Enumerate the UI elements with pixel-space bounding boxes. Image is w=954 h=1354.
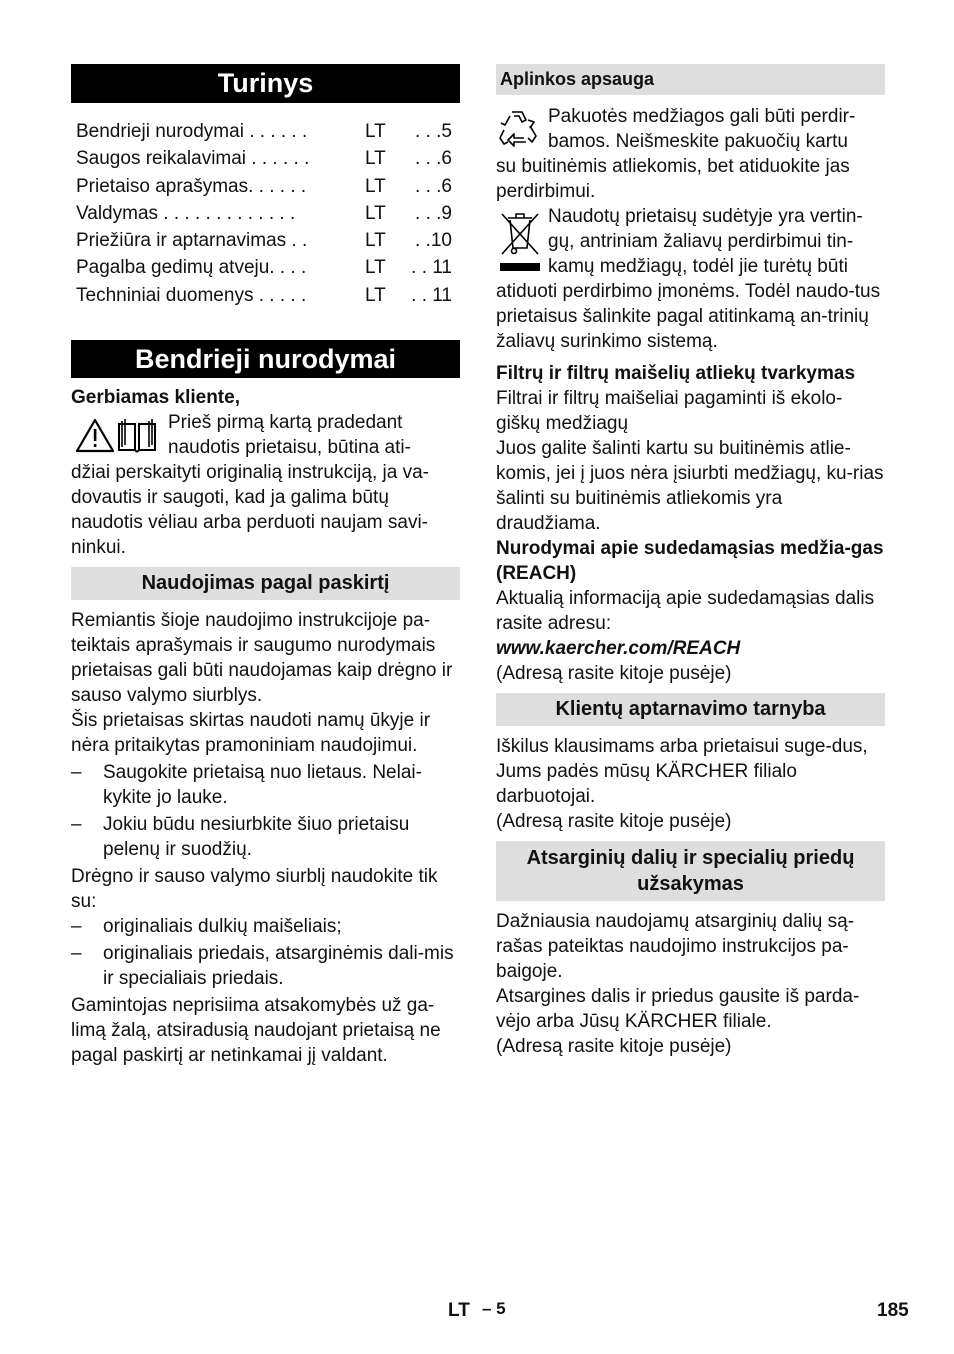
- weee-line-2: gų, antriniam žaliavų perdirbimui tin-: [548, 231, 854, 252]
- table-of-contents: [71, 119, 460, 310]
- toc-heading: Turinys: [71, 64, 460, 103]
- paragraph: Filtrai ir filtrų maišeliai pagaminti iš ekolo-giškų medžiagų: [496, 388, 843, 434]
- address-note: (Adresą rasite kitoje pusėje): [496, 811, 732, 832]
- toc-entry[interactable]: Techniniai duomenys . . . . . LT . . 11: [76, 284, 452, 306]
- reach-link[interactable]: www.kaercher.com/REACH: [496, 638, 741, 659]
- section-heading-intended-use: Naudojimas pagal paskirtį: [71, 567, 460, 600]
- subheading-filter: Filtrų ir filtrų maišelių atliekų tvarkymas: [496, 363, 856, 384]
- footer-page-label: – 5: [482, 1299, 506, 1318]
- section-heading-general: Bendrieji nurodymai: [71, 340, 460, 378]
- subheading-reach: Nurodymai apie sudedamąsias medžia-gas (REACH): [496, 538, 884, 584]
- paragraph: Šis prietaisas skirtas naudoti namų ūkyje ir nėra pritaikytas pramoniniam naudojimui.: [71, 710, 431, 756]
- footer-page-number: 185: [877, 1300, 909, 1321]
- weee-line-3: kamų medžiagų, todėl jie turėtų būti: [548, 256, 848, 277]
- toc-entry[interactable]: Pagalba gedimų atveju. . . . LT . . 11: [76, 257, 452, 279]
- recycle-line-2: bamos. Neišmeskite pakuočių kartu: [548, 131, 848, 152]
- intro-rest: džiai perskaityti originalią instrukciją, ja va-dovautis ir saugoti, kad ja galima būtų naudotis vėliau arba perduoti naujam savi-ninkui.: [71, 462, 429, 558]
- list-item: – Jokiu būdu nesiurbkite šiuo prietaisu pelenų ir suodžių.: [71, 814, 410, 860]
- toc-entry[interactable]: Saugos reikalavimai . . . . . . LT . . .6: [76, 148, 452, 170]
- intro-line-1: Prieš pirmą kartą pradedant: [168, 412, 403, 433]
- recycle-rest: su buitinėmis atliekomis, bet atiduokite jas perdirbimui.: [496, 156, 850, 202]
- recycle-line-1: Pakuotės medžiagos gali būti perdir-: [548, 106, 856, 127]
- weee-rest: atiduoti perdirbimo įmonėms. Todėl naudo-tus prietaisus šalinkite pagal atitinkamą an-trinių žaliavų surinkimo sistemą.: [496, 281, 881, 352]
- spares-body: [496, 909, 885, 1059]
- toc-entry[interactable]: Prietaiso aprašymas. . . . . . LT . . .6: [76, 175, 452, 197]
- paragraph: Drėgno ir sauso valymo siurblį naudokite tik su:: [71, 866, 438, 912]
- greeting: Gerbiamas kliente,: [71, 387, 240, 408]
- intended-use-body: [71, 608, 460, 1068]
- manual-book-icon: [115, 416, 159, 456]
- footer-language: LT: [448, 1300, 470, 1321]
- toc-entry[interactable]: Valdymas . . . . . . . . . . . . . LT . . .9: [76, 202, 452, 224]
- service-body: [496, 734, 885, 834]
- toc-entry[interactable]: Bendrieji nurodymai . . . . . . LT . . .5: [76, 121, 452, 142]
- paragraph: Atsargines dalis ir priedus gausite iš parda-vėjo arba Jūsų KÄRCHER filiale.: [496, 986, 860, 1032]
- crossed-out-bin-icon: [498, 208, 542, 276]
- list-item: – Saugokite prietaisą nuo lietaus. Nelai-kykite jo lauke.: [71, 762, 422, 808]
- list-item: – originaliais priedais, atsarginėmis dali-mis ir specialiais priedais.: [71, 943, 454, 989]
- environment-body: [496, 361, 885, 686]
- paragraph: Iškilus klausimams arba prietaisui suge-dus, Jums padės mūsų KÄRCHER filialo darbuotojai.: [496, 736, 868, 807]
- address-note: (Adresą rasite kitoje pusėje): [496, 1036, 732, 1057]
- section-heading-environment: Aplinkos apsauga: [496, 64, 885, 95]
- list-item: – originaliais dulkių maišeliais;: [71, 916, 342, 937]
- paragraph: Dažniausia naudojamų atsarginių dalių są-rašas pateiktas naudojimo instrukcijos pa-baigoje.: [496, 911, 855, 982]
- intro-line-2: naudotis prietaisu, būtina ati-: [168, 437, 411, 458]
- paragraph: Gamintojas neprisiima atsakomybės už ga-limą žalą, atsiradusią naudojant prietaisą ne pagal paskirtį ar netinkamai jį valdant.: [71, 995, 441, 1066]
- paragraph: Aktualią informaciją apie sudedamąsias dalis rasite adresu:: [496, 588, 875, 634]
- paragraph: Juos galite šalinti kartu su buitinėmis atlie-komis, jei į juos nėra įsiurbti medžiagų, ku-rias šalinti su buitinėmis atliekomis yra draudžiama.: [496, 438, 884, 534]
- section-heading-spares: Atsarginių dalių ir specialių priedų užsakymas: [496, 841, 885, 901]
- paragraph: Remiantis šioje naudojimo instrukcijoje pa-teiktais aprašymais ir saugumo nurodymais prietaisas gali būti naudojamas kaip drėgno ir sauso valymo siurblys.: [71, 610, 453, 706]
- weee-line-1: Naudotų prietaisų sudėtyje yra vertin-: [548, 206, 863, 227]
- address-note: (Adresą rasite kitoje pusėje): [496, 663, 732, 684]
- section-heading-service: Klientų aptarnavimo tarnyba: [496, 693, 885, 726]
- toc-entry[interactable]: Priežiūra ir aptarnavimas . . LT . .10: [76, 230, 452, 252]
- recycling-icon: [498, 108, 542, 150]
